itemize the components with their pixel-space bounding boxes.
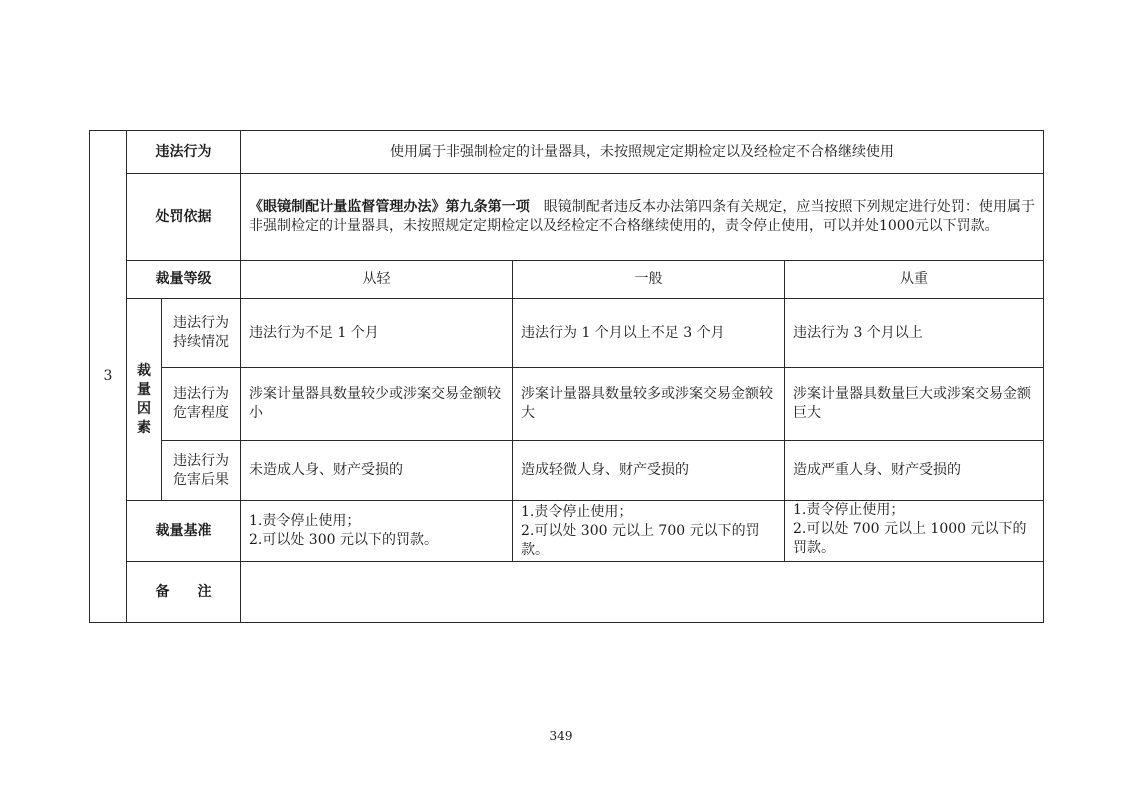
level-heavy: 从重 xyxy=(785,261,1044,299)
standard-line: 2.可以处 700 元以上 1000 元以下的罚款。 xyxy=(793,521,1027,556)
factor-name xyxy=(162,368,241,441)
factor-light: 涉案计量器具数量较少或涉案交易金额较小 xyxy=(241,368,513,441)
standard-label: 裁量基准 xyxy=(127,501,241,562)
standard-heavy xyxy=(785,501,1044,562)
factor-name-line: 持续情况 xyxy=(173,334,229,350)
factor-heavy: 造成严重人身、财产受损的 xyxy=(785,441,1044,501)
factors-label-char: 裁 xyxy=(137,362,151,379)
basis-cell xyxy=(241,174,1044,261)
basis-text: 眼镜制配者违反本办法第四条有关规定，应当按照下列规定进行处罚：使用属于非强制检定的计量器具，未按照规定定期检定以及经检定不合格继续使用的，责令停止使用，可以并处1000元以下罚款。 xyxy=(249,199,1036,234)
remarks-content xyxy=(241,562,1044,623)
factor-light: 违法行为不足 1 个月 xyxy=(241,299,513,368)
page-number: 349 xyxy=(549,729,573,743)
factor-row xyxy=(90,368,1044,441)
factors-label-char: 量 xyxy=(137,381,151,398)
standard-line: 2.可以处 300 元以下的罚款。 xyxy=(249,532,438,548)
factor-normal: 违法行为 1 个月以上不足 3 个月 xyxy=(513,299,785,368)
factor-name-line: 违法行为 xyxy=(173,386,229,402)
level-light: 从轻 xyxy=(241,261,513,299)
level-normal: 一般 xyxy=(513,261,785,299)
factor-name-line: 危害后果 xyxy=(173,471,229,488)
factor-name-line: 危害程度 xyxy=(173,405,229,421)
penalty-discretion-table xyxy=(89,130,1044,623)
factor-name-line: 违法行为 xyxy=(173,452,229,469)
item-number: 3 xyxy=(90,131,127,623)
factors-label xyxy=(127,299,162,501)
standard-line: 1.责令停止使用； xyxy=(249,513,361,529)
factor-light: 未造成人身、财产受损的 xyxy=(241,441,513,501)
remarks-label: 备注 xyxy=(127,562,241,623)
levels-label: 裁量等级 xyxy=(127,261,241,299)
factor-row xyxy=(90,441,1044,501)
standard-normal xyxy=(513,501,785,562)
standard-row xyxy=(90,501,1044,562)
factor-normal: 造成轻微人身、财产受损的 xyxy=(513,441,785,501)
standard-line: 2.可以处 300 元以上 700 元以下的罚款。 xyxy=(521,522,760,558)
standard-line: 1.责令停止使用； xyxy=(793,502,905,518)
factors-label-char: 素 xyxy=(137,419,151,436)
levels-row xyxy=(90,261,1044,299)
basis-label: 处罚依据 xyxy=(127,174,241,261)
factor-name-line: 违法行为 xyxy=(173,315,229,331)
factor-heavy: 涉案计量器具数量巨大或涉案交易金额巨大 xyxy=(785,368,1044,441)
violation-row xyxy=(90,131,1044,174)
remarks-row xyxy=(90,562,1044,623)
violation-text: 使用属于非强制检定的计量器具，未按照规定定期检定以及经检定不合格继续使用 xyxy=(241,131,1044,174)
factor-normal: 涉案计量器具数量较多或涉案交易金额较大 xyxy=(513,368,785,441)
factor-heavy: 违法行为 3 个月以上 xyxy=(785,299,1044,368)
violation-label: 违法行为 xyxy=(127,131,241,174)
basis-row xyxy=(90,174,1044,261)
factor-name xyxy=(162,299,241,368)
factors-label-char: 因 xyxy=(137,400,151,417)
basis-reference: 《眼镜制配计量监督管理办法》第九条第一项 xyxy=(249,199,530,215)
standard-light xyxy=(241,501,513,562)
factor-name xyxy=(162,441,241,501)
factor-row xyxy=(90,299,1044,368)
standard-line: 1.责令停止使用； xyxy=(521,503,633,520)
